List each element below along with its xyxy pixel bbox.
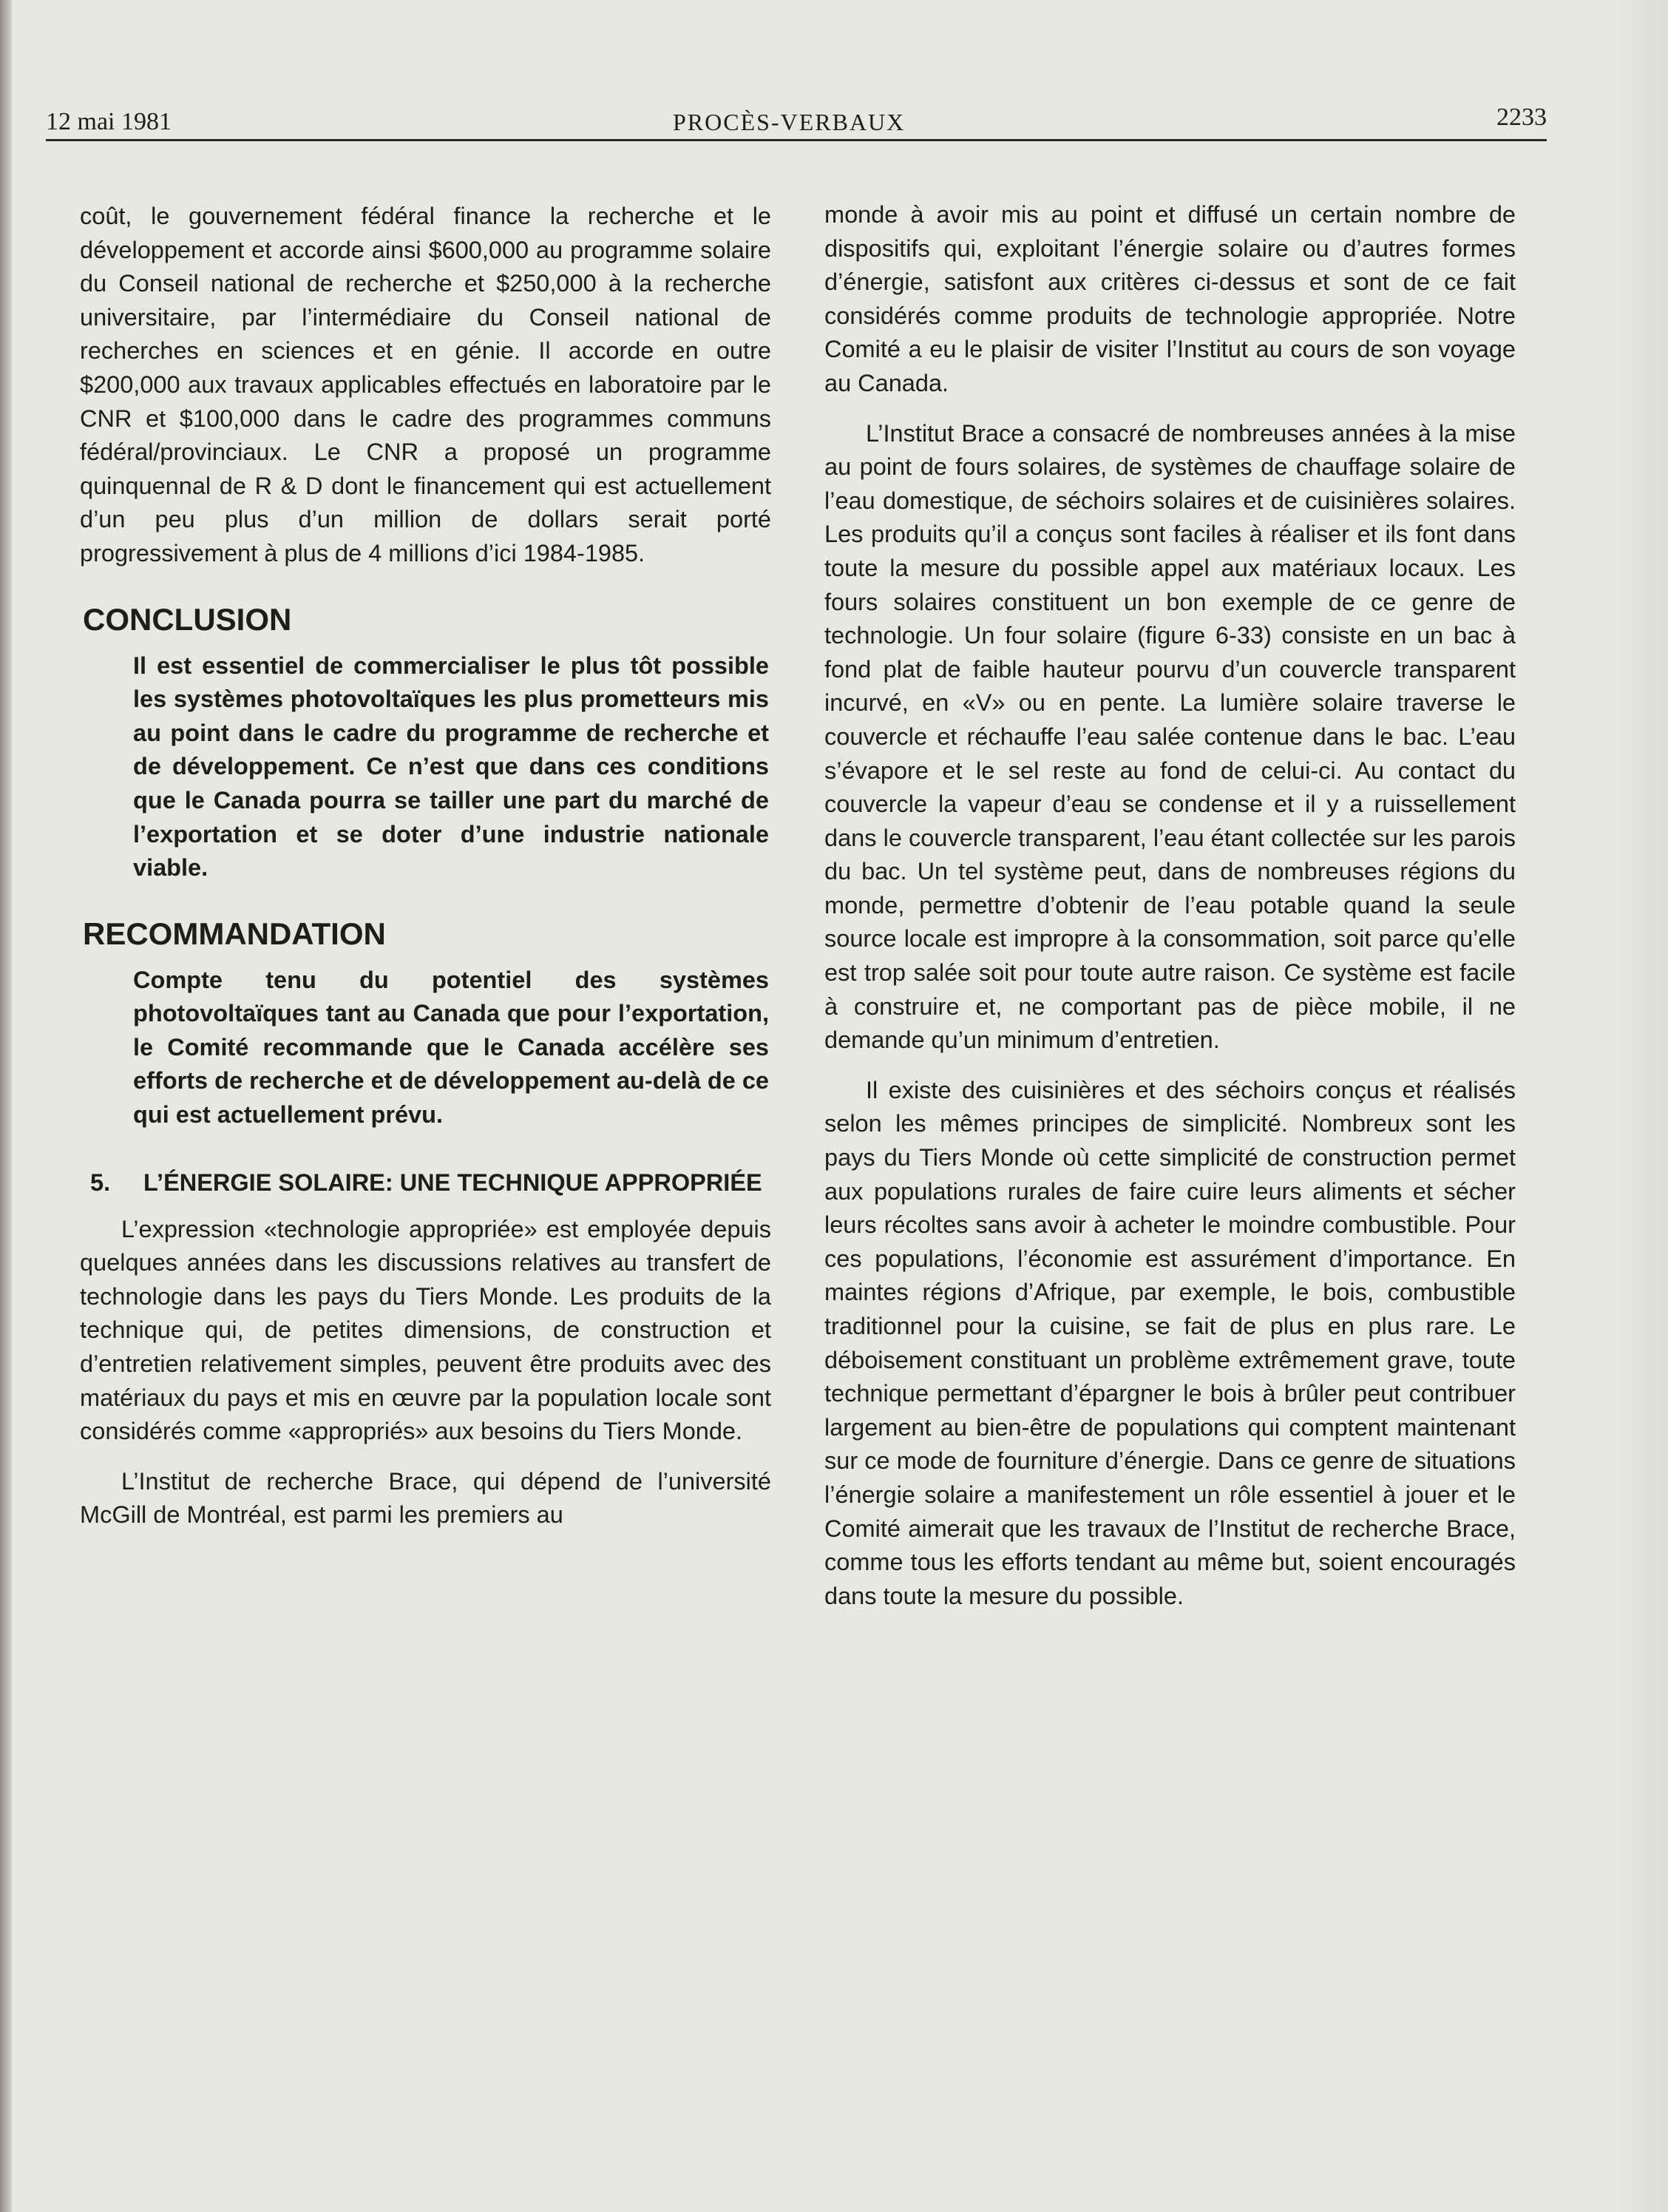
section-5-heading xyxy=(80,1166,771,1200)
left-column xyxy=(80,200,771,1532)
page-binding-edge xyxy=(0,0,12,2212)
section-number: 5. xyxy=(90,1168,111,1196)
page-edge-shadow xyxy=(1609,0,1668,2212)
recommendation-text: Compte tenu du potentiel des systèmes photovoltaïques tant au Canada que pour l’exportation, le Comité recommande que le Canada accélère ses efforts de recherche et de développement au-delà de ce qui est actuellement prévu. xyxy=(133,966,769,1129)
recommendation-heading: RECOMMANDATION xyxy=(83,916,386,951)
brace-institute-paragraph-end: monde à avoir mis au point et diffusé un certain nombre de dispositifs qui, exploitant l’énergie solaire ou d’autres formes d’énergie, satisfont aux critères ci-dessus et sont de ce fait considérés comme produits de technologie appropriée. Notre Comité a eu le plaisir de visiter l’Institut au cours de son voyage au Canada. xyxy=(824,201,1516,396)
solar-still-paragraph: L’Institut Brace a consacré de nombreuses années à la mise au point de fours solaires, de systèmes de chauffage solaire de l’eau domestique, de séchoirs solaires et de cuisinières solaires. Les produits qu’il a conçus sont faciles à réaliser et ils font dans toute la mesure du possible appel aux matériaux locaux. Les fours solaires constituent un bon exemple de ce genre de technologie. Un four solaire (figure 6-33) consiste en un bac à fond plat de faible hauteur pourvu d’un couvercle transparent incurvé, en «V» ou en pente. La lumière solaire traverse le couvercle et réchauffe l’eau salée contenue dans le bac. L’eau s’évapore et le sel reste au fond de celui-ci. Au contact du couvercle la vapeur d’eau se condense et il y a ruissellement dans le couvercle transparent, l’eau étant collectée sur les parois du bac. Un tel système peut, dans de nombreuses régions du monde, permettre d’obtenir de l’eau potable quand la seule source locale est impropre à la consommation, soit parce qu’elle est trop salée soit pour toute autre raison. Ce système est facile à construire et, ne comportant pas de pièce mobile, il ne demande qu’un minimum d’entretien. xyxy=(824,419,1516,1054)
page-number: 2233 xyxy=(1496,104,1547,131)
cookers-dryers-paragraph: Il existe des cuisinières et des séchoirs conçus et réalisés selon les mêmes principes de simplicité. Nombreux sont les pays du Tiers Monde où cette simplicité de construction permet aux populations rurales de faire cuire leurs aliments et sécher leurs récoltes sans avoir à acheter le moindre combustible. Pour ces populations, l’économie est assurément d’importance. En maintes régions d’Afrique, par exemple, le bois, combustible traditionnel pour la cuisine, se fait de plus en plus rare. Le déboisement constituant un problème extrêmement grave, toute technique permettant d’épargner le bois à brûler peut contribuer largement au bien-être de populations qui comptent maintenant sur ce mode de fourniture d’énergie. Dans ce genre de situations l’énergie solaire a manifestement un rôle essentiel à jouer et le Comité aimerait que les travaux de l’Institut de recherche Brace, comme tous les efforts tendant au même but, soient encouragés dans toute la mesure du possible. xyxy=(824,1076,1516,1609)
appropriate-technology-paragraph: L’expression «technologie appropriée» est employée depuis quelques années dans les discussions relatives au transfert de technologie dans les pays du Tiers Monde. Les produits de la technique qui, de petites dimensions, de construction et d’entretien relativement simples, peuvent être produits avec des matériaux du pays et mis en œuvre par la population locale sont considérés comme «appropriés» aux besoins du Tiers Monde. xyxy=(80,1215,771,1445)
brace-institute-paragraph-start: L’Institut de recherche Brace, qui dépend de l’université McGill de Montréal, est parmi les premiers au xyxy=(80,1467,771,1529)
section-title: L’ÉNERGIE SOLAIRE: UNE TECHNIQUE APPROPRIÉE xyxy=(143,1168,762,1196)
conclusion-heading: CONCLUSION xyxy=(83,601,292,637)
funding-paragraph: coût, le gouvernement fédéral finance la recherche et le développement et accorde ainsi $600,000 au programme solaire du Conseil national de recherche et $250,000 à la recherche universitaire, par l’intermédiaire du Conseil national de recherches en sciences et en génie. Il accorde en outre $200,000 aux travaux applicables effectués en laboratoire par le CNR et $100,000 dans le cadre des programmes communs fédéral/provinciaux. Le CNR a proposé un programme quinquennal de R & D dont le financement qui est actuellement d’un peu plus d’un million de dollars serait porté progressivement à plus de 4 millions d’ici 1984-1985. xyxy=(80,203,771,566)
conclusion-text: Il est essentiel de commercialiser le plus tôt possible les systèmes photovoltaïques les plus prometteurs mis au point dans le cadre du programme de recherche et de développement. Ce n’est que dans ces conditions que le Canada pourra se tailler une part du marché de l’exportation et se doter d’une industrie nationale viable. xyxy=(133,652,769,882)
running-header xyxy=(46,95,1547,141)
right-column xyxy=(824,198,1516,1613)
header-date: 12 mai 1981 xyxy=(46,108,172,135)
header-title: PROCÈS-VERBAUX xyxy=(673,109,906,135)
